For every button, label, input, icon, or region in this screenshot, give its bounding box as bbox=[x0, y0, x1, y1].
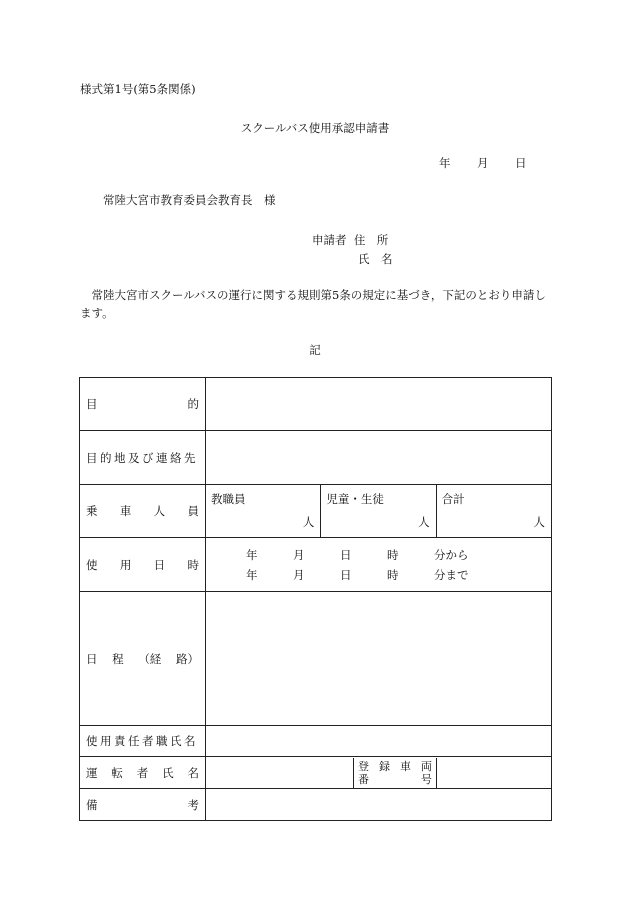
applicant-address-label: 住 所 bbox=[353, 233, 389, 247]
date-year-label: 年 bbox=[439, 156, 451, 170]
ki-heading: 記 bbox=[309, 343, 321, 357]
applicant-block bbox=[312, 231, 393, 269]
label-char: 名 bbox=[187, 765, 199, 780]
usage-datetime-field[interactable] bbox=[206, 538, 552, 592]
students-count-field[interactable] bbox=[321, 485, 436, 537]
label-char: 目 bbox=[86, 397, 98, 411]
usage-datetime-label bbox=[80, 538, 206, 592]
request-body-text bbox=[80, 286, 552, 322]
label-char: （経 bbox=[138, 651, 162, 666]
label-char: 運 bbox=[86, 765, 98, 780]
from-minute: 分から bbox=[434, 547, 469, 562]
label-char: 番 bbox=[358, 772, 369, 786]
schedule-field[interactable] bbox=[206, 592, 552, 726]
schedule-row bbox=[80, 592, 552, 726]
riders-cells bbox=[206, 485, 552, 538]
responsible-label bbox=[80, 726, 206, 757]
from-month: 月 bbox=[293, 547, 305, 562]
schedule-label bbox=[80, 592, 206, 726]
destination-label bbox=[80, 431, 206, 485]
label-char: 日 bbox=[86, 651, 98, 666]
label-char: 使 bbox=[86, 557, 98, 572]
label-char: 車 bbox=[119, 504, 132, 518]
staff-label: 教職員 bbox=[211, 492, 246, 506]
from-day: 日 bbox=[340, 547, 352, 562]
usage-to-line bbox=[246, 565, 551, 585]
label-char: 転 bbox=[111, 765, 123, 780]
label-char: 者 bbox=[136, 765, 149, 780]
to-month: 月 bbox=[293, 567, 305, 582]
from-hour: 時 bbox=[387, 547, 399, 562]
addressee: 常陸大宮市教育委員会教育長 様 bbox=[103, 193, 276, 207]
staff-unit: 人 bbox=[302, 515, 315, 529]
to-hour: 時 bbox=[387, 567, 399, 582]
label-char: 時 bbox=[187, 557, 199, 572]
to-day: 日 bbox=[340, 567, 352, 582]
label-char: 路） bbox=[175, 651, 199, 666]
from-year: 年 bbox=[246, 547, 258, 562]
application-form-table bbox=[79, 377, 552, 821]
to-year: 年 bbox=[246, 567, 258, 582]
purpose-row bbox=[80, 378, 552, 431]
registration-number-field[interactable] bbox=[437, 758, 551, 788]
total-label: 合計 bbox=[441, 492, 465, 506]
label-char: 号 bbox=[421, 772, 432, 786]
application-date bbox=[439, 155, 527, 171]
form-number: 様式第1号(第5条関係) bbox=[80, 82, 196, 96]
date-month-label: 月 bbox=[477, 156, 489, 170]
label-char: 考 bbox=[187, 797, 199, 812]
remarks-row bbox=[80, 789, 552, 821]
responsible-row bbox=[80, 726, 552, 757]
driver-label bbox=[80, 757, 206, 789]
destination-field[interactable] bbox=[206, 431, 552, 485]
to-minute: 分まで bbox=[434, 567, 469, 582]
label-char: 程 bbox=[112, 651, 124, 666]
label-char: 乗 bbox=[86, 504, 98, 518]
label-char: 氏 bbox=[162, 765, 174, 780]
staff-count-field[interactable] bbox=[206, 485, 321, 537]
riders-row bbox=[80, 485, 552, 538]
applicant-label: 申請者 bbox=[312, 233, 347, 247]
destination-label-text: 目的地及び連絡先 bbox=[86, 450, 198, 465]
label-char: 車 bbox=[400, 759, 411, 773]
label-char: 両 bbox=[421, 759, 432, 773]
label-char: 員 bbox=[187, 504, 199, 518]
label-char: 用 bbox=[119, 557, 132, 572]
usage-datetime-row bbox=[80, 538, 552, 592]
students-label: 児童・生徒 bbox=[326, 492, 384, 506]
date-day-label: 日 bbox=[515, 156, 527, 170]
form-title: スクールバス使用承認申請書 bbox=[240, 121, 390, 135]
destination-row bbox=[80, 431, 552, 485]
label-char: 登 bbox=[358, 759, 369, 773]
remarks-label bbox=[80, 789, 206, 821]
label-char: 人 bbox=[153, 504, 166, 518]
label-char: 的 bbox=[187, 397, 199, 411]
label-char: 日 bbox=[153, 557, 166, 572]
label-char: 備 bbox=[86, 797, 98, 812]
request-body-sentence: 常陸大宮市スクールバスの運行に関する規則第5条の規定に基づき，下記のとおり申請します。 bbox=[80, 288, 546, 320]
riders-label bbox=[80, 485, 206, 538]
registration-number-label bbox=[354, 758, 437, 788]
driver-name-field[interactable] bbox=[206, 758, 354, 788]
purpose-field[interactable] bbox=[206, 378, 552, 431]
applicant-name-label: 氏 名 bbox=[358, 252, 393, 266]
remarks-field[interactable] bbox=[206, 789, 552, 821]
usage-from-line bbox=[246, 545, 551, 565]
total-count-field[interactable] bbox=[437, 485, 551, 537]
purpose-label bbox=[80, 378, 206, 431]
total-unit: 人 bbox=[533, 515, 545, 529]
students-unit: 人 bbox=[418, 515, 430, 529]
driver-row bbox=[80, 757, 552, 789]
label-char: 録 bbox=[379, 759, 390, 773]
responsible-label-text: 使用責任者職氏名 bbox=[86, 734, 198, 748]
responsible-field[interactable] bbox=[206, 726, 552, 757]
driver-cells bbox=[206, 757, 552, 789]
